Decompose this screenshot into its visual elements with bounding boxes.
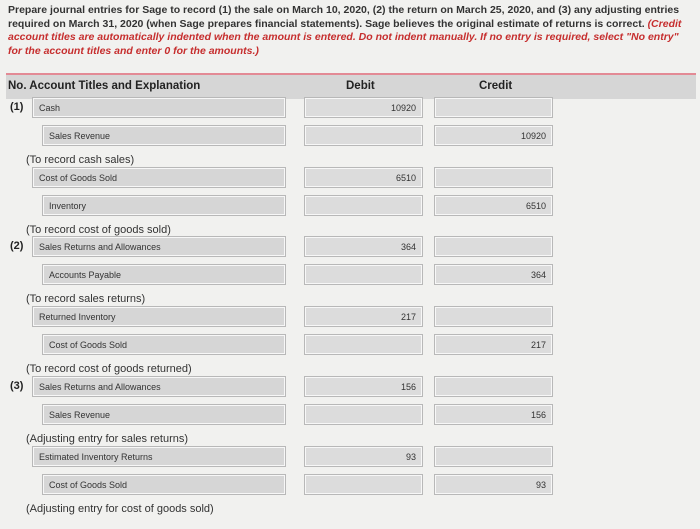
header-account: No. Account Titles and Explanation (8, 80, 201, 92)
debit-amount-field[interactable]: 6510 (304, 167, 423, 188)
debit-amount-field[interactable] (304, 195, 423, 216)
entry-explanation: (To record cash sales) (26, 154, 135, 166)
credit-amount-field[interactable] (434, 236, 553, 257)
account-title-field[interactable]: Cost of Goods Sold (32, 167, 286, 188)
account-title-field[interactable]: Cost of Goods Sold (42, 334, 286, 355)
credit-amount-field[interactable] (434, 376, 553, 397)
credit-amount-field[interactable] (434, 97, 553, 118)
debit-amount-field[interactable]: 217 (304, 306, 423, 327)
credit-amount-field[interactable] (434, 167, 553, 188)
debit-amount-field[interactable] (304, 404, 423, 425)
account-title-field[interactable]: Returned Inventory (32, 306, 286, 327)
account-title-field[interactable]: Sales Returns and Allowances (32, 376, 286, 397)
credit-amount-field[interactable]: 217 (434, 334, 553, 355)
debit-amount-field[interactable] (304, 264, 423, 285)
instructions (8, 4, 694, 58)
entry-number: (2) (10, 240, 24, 252)
account-title-field[interactable]: Cash (32, 97, 286, 118)
debit-amount-field[interactable] (304, 334, 423, 355)
account-title-field[interactable]: Inventory (42, 195, 286, 216)
account-title-field[interactable]: Sales Returns and Allowances (32, 236, 286, 257)
credit-amount-field[interactable]: 93 (434, 474, 553, 495)
entry-explanation: (To record cost of goods sold) (26, 224, 171, 236)
debit-amount-field[interactable] (304, 125, 423, 146)
account-title-field[interactable]: Sales Revenue (42, 125, 286, 146)
debit-amount-field[interactable]: 10920 (304, 97, 423, 118)
debit-amount-field[interactable]: 156 (304, 376, 423, 397)
account-title-field[interactable]: Accounts Payable (42, 264, 286, 285)
entry-explanation: (Adjusting entry for sales returns) (26, 433, 189, 445)
credit-amount-field[interactable]: 10920 (434, 125, 553, 146)
entry-number: (1) (10, 101, 24, 113)
header-debit: Debit (346, 80, 375, 92)
entry-explanation: (To record cost of goods returned) (26, 363, 192, 375)
credit-amount-field[interactable] (434, 446, 553, 467)
entry-explanation: (To record sales returns) (26, 293, 146, 305)
entry-number: (3) (10, 380, 24, 392)
credit-amount-field[interactable] (434, 306, 553, 327)
instructions-main: Prepare journal entries for Sage to record (1) the sale on March 10, 2020, (2) the return on March 25, 2020, and (3) any adjusting entries required on March 31, 2020 (when Sage prepares financial statements). Sage believes the original estimate of returns is correct. (8, 4, 680, 30)
credit-amount-field[interactable]: 6510 (434, 195, 553, 216)
debit-amount-field[interactable]: 93 (304, 446, 423, 467)
journal-entry-table (6, 73, 696, 525)
credit-amount-field[interactable]: 156 (434, 404, 553, 425)
credit-amount-field[interactable]: 364 (434, 264, 553, 285)
debit-amount-field[interactable] (304, 474, 423, 495)
instructions-note: (Credit account titles are automatically indented when the amount is entered. Do not indent manually. If no entry is required, select "No entry" for the account titles and enter 0 for the amounts.) (8, 17, 682, 57)
account-title-field[interactable]: Sales Revenue (42, 404, 286, 425)
account-title-field[interactable]: Cost of Goods Sold (42, 474, 286, 495)
table-header (6, 75, 696, 99)
header-credit: Credit (479, 80, 513, 92)
entry-explanation: (Adjusting entry for cost of goods sold) (26, 503, 214, 515)
account-title-field[interactable]: Estimated Inventory Returns (32, 446, 286, 467)
debit-amount-field[interactable]: 364 (304, 236, 423, 257)
